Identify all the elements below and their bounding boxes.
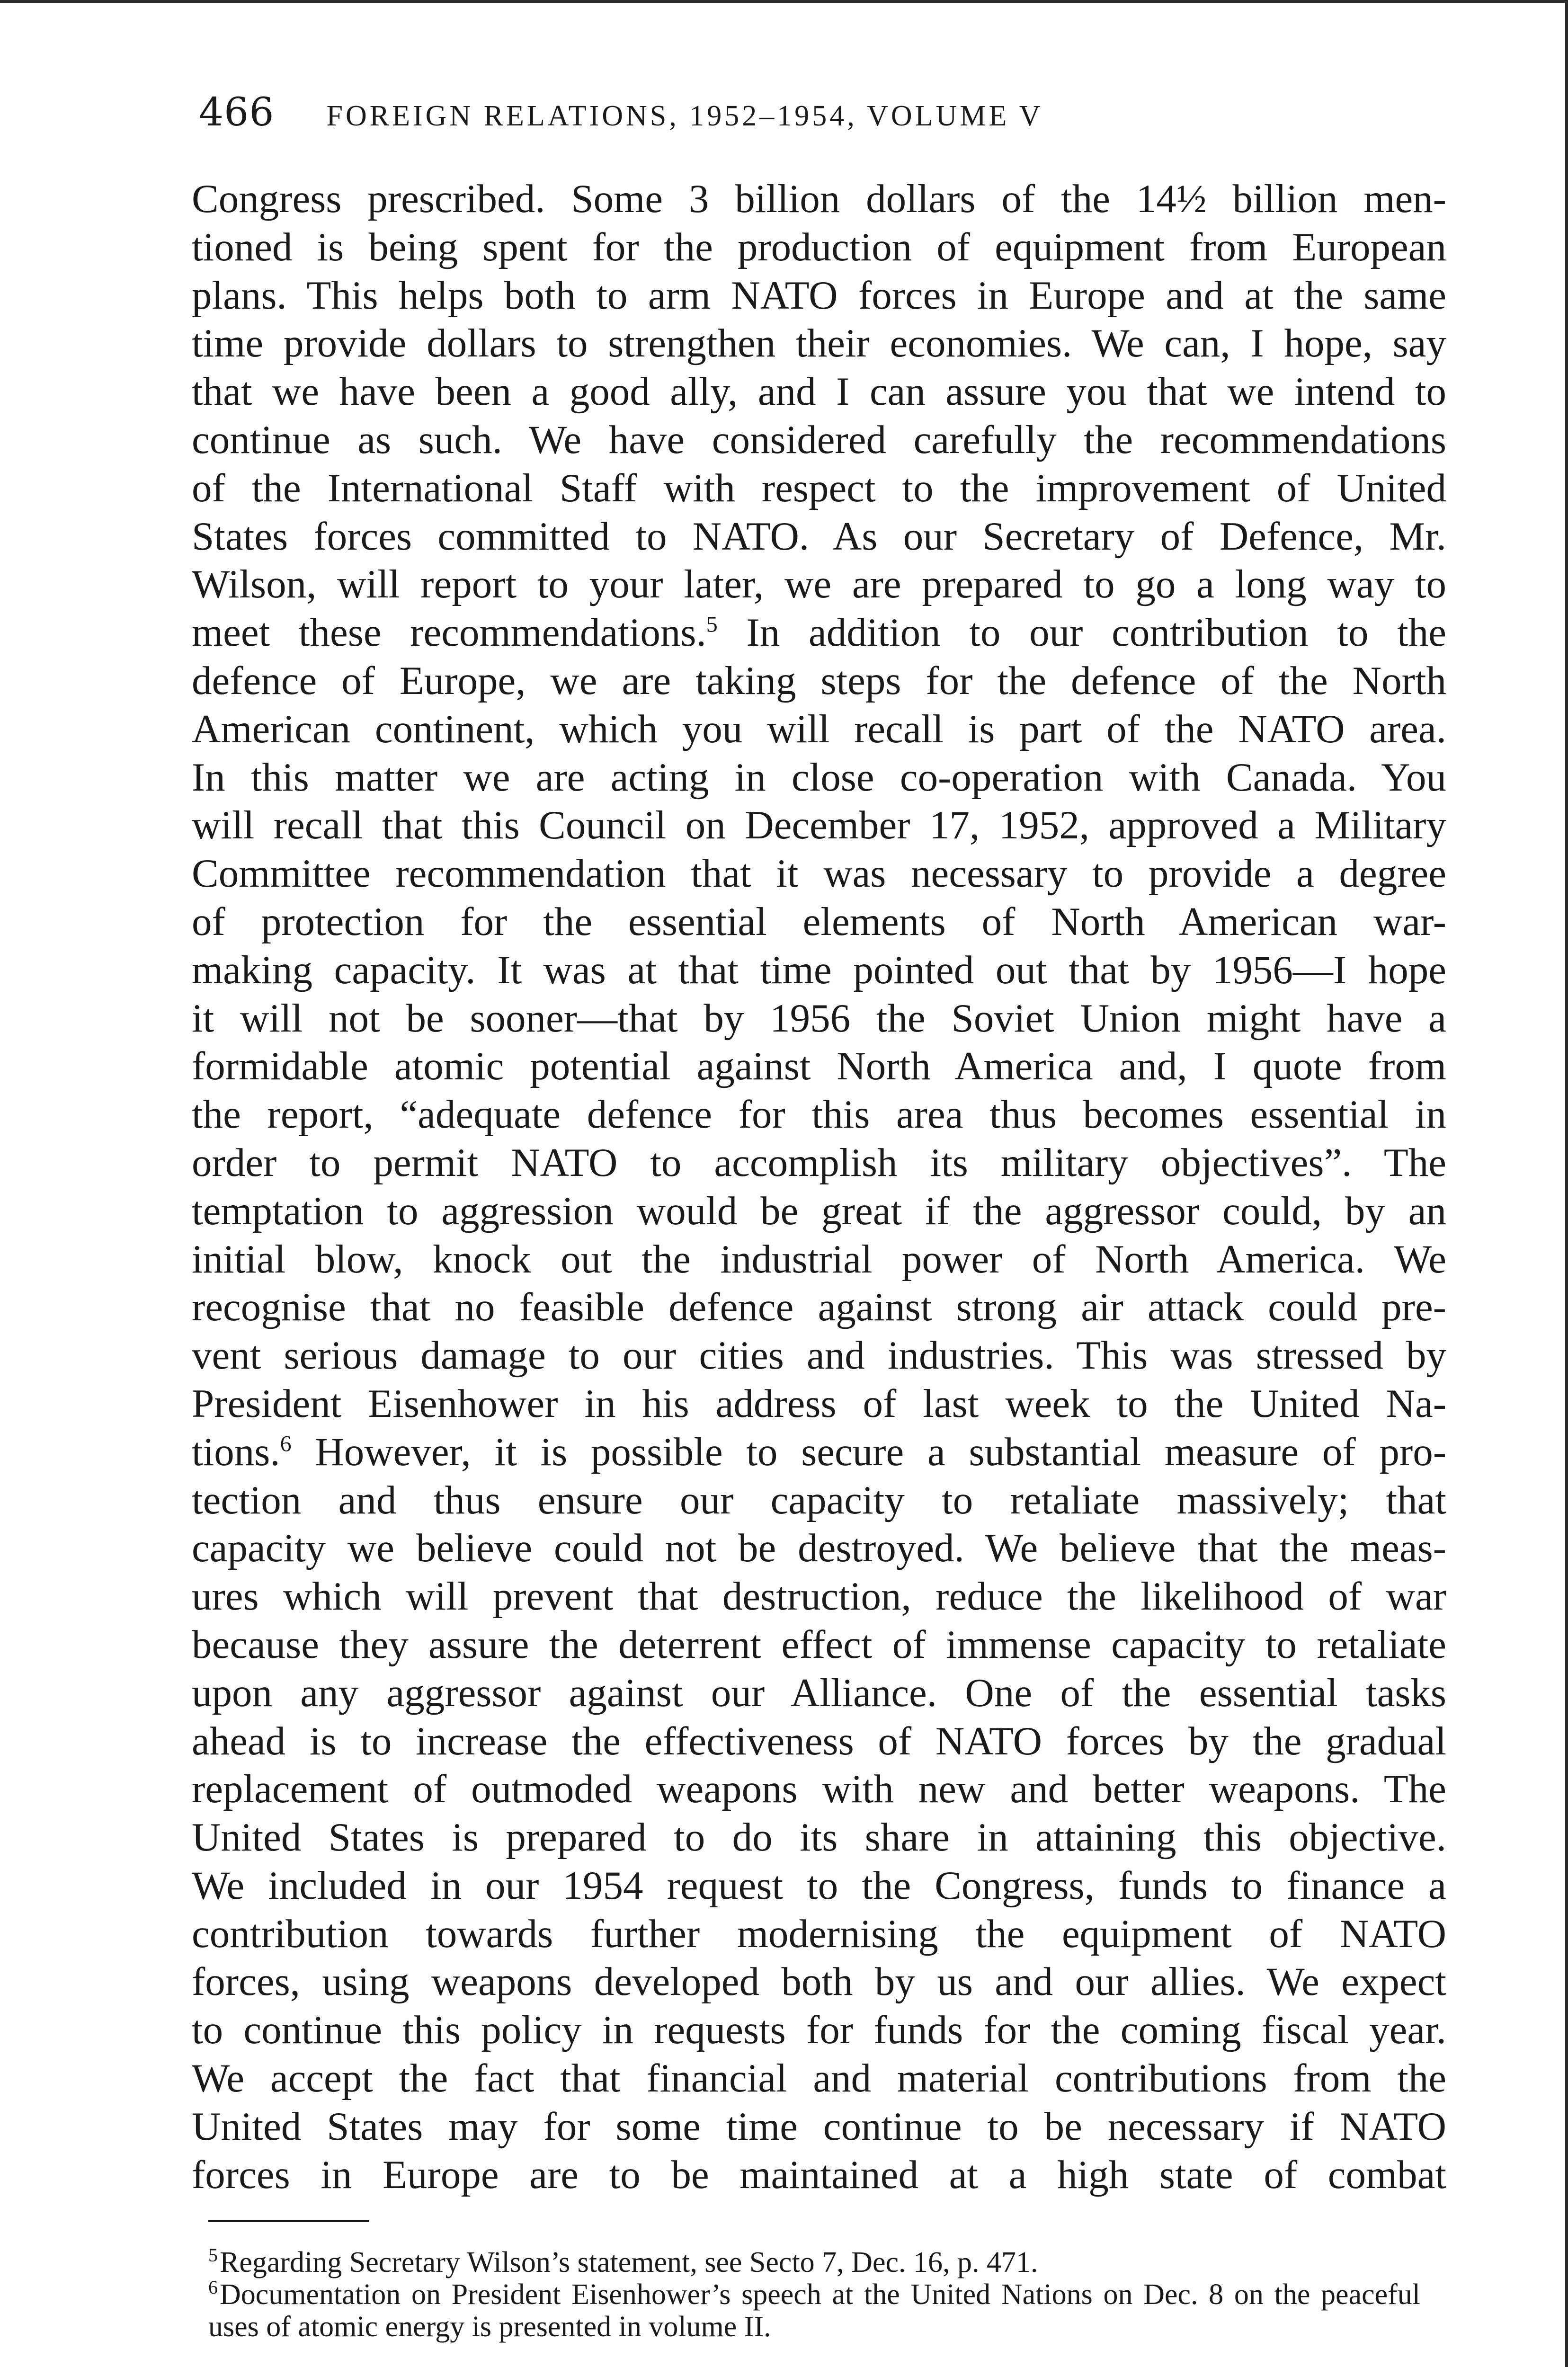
footnote-5: [208, 2246, 1420, 2278]
body-line: time provide dollars to strengthen their economies. We can, I hope, say: [192, 321, 1446, 366]
body-line: because they assure the deterrent effect of immense capacity to retaliate: [192, 1622, 1446, 1667]
body-line: Wilson, will report to your later, we are prepared to go a long way to: [192, 562, 1446, 607]
body-line: tioned is being spent for the production of equipment from European: [192, 224, 1446, 269]
body-line: it will not be sooner—that by 1956 the Soviet Union might have a: [192, 996, 1446, 1041]
body-line-head: tions.: [192, 1429, 280, 1474]
running-header: [199, 90, 1288, 142]
body-line: contribution towards further modernising the equipment of NATO: [192, 1911, 1446, 1956]
body-line: American continent, which you will recall is part of the NATO area.: [192, 706, 1446, 751]
body-line: ahead is to increase the effectiveness of NATO forces by the gradual: [192, 1718, 1446, 1763]
footnote-mark: 6: [208, 2277, 218, 2298]
body-line: forces in Europe are to be maintained at a high state of combat: [192, 2152, 1446, 2197]
body-line-tail: In addition to our contribution to the: [717, 610, 1446, 655]
body-line: upon any aggressor against our Alliance. One of the essential tasks: [192, 1670, 1446, 1715]
body-line: tection and thus ensure our capacity to retaliate massively; that: [192, 1477, 1446, 1522]
body-line: We included in our 1954 request to the Congress, funds to finance a: [192, 1863, 1446, 1908]
footnote-ref-5[interactable]: 5: [706, 612, 718, 637]
body-line: ures which will prevent that destruction, reduce the likelihood of war: [192, 1574, 1446, 1619]
footnote-mark: 5: [208, 2244, 218, 2266]
body-line: that we have been a good ally, and I can assure you that we intend to: [192, 369, 1446, 414]
page-number: 466: [199, 90, 275, 135]
body-line: formidable atomic potential against North America and, I quote from: [192, 1044, 1446, 1089]
body-line: capacity we believe could not be destroyed. We believe that the meas-: [192, 1526, 1446, 1571]
body-line-with-footnote-6: [192, 1428, 1446, 1477]
body-line-head: meet these recommendations.: [192, 610, 706, 655]
body-line: United States may for some time continue to be necessary if NATO: [192, 2104, 1446, 2149]
body-line: making capacity. It was at that time pointed out that by 1956—I hope: [192, 947, 1446, 992]
footnote-divider: [208, 2220, 369, 2222]
body-line: to continue this policy in requests for funds for the coming fiscal year.: [192, 2008, 1446, 2053]
body-line: temptation to aggression would be great if the aggressor could, by an: [192, 1188, 1446, 1233]
body-line: of the International Staff with respect to the improvement of United: [192, 465, 1446, 510]
body-line: In this matter we are acting in close co-operation with Canada. You: [192, 755, 1446, 800]
body-line-with-footnote-5: [192, 609, 1446, 657]
body-line: of protection for the essential elements of North American war-: [192, 899, 1446, 944]
body-line: vent serious damage to our cities and industries. This was stressed by: [192, 1333, 1446, 1378]
body-line: recognise that no feasible defence against strong air attack could pre-: [192, 1285, 1446, 1330]
page-right-edge: [1565, 0, 1568, 2367]
body-line: States forces committed to NATO. As our Secretary of Defence, Mr.: [192, 514, 1446, 559]
body-line: continue as such. We have considered carefully the recommendations: [192, 417, 1446, 462]
body-paragraph: [192, 175, 1446, 2199]
page-top-edge: [0, 0, 1568, 3]
footnote-6: [208, 2278, 1420, 2343]
body-line: forces, using weapons developed both by us and our allies. We expect: [192, 1959, 1446, 2004]
body-line: We accept the fact that financial and material contributions from the: [192, 2056, 1446, 2101]
body-line: President Eisenhower in his address of last week to the United Na-: [192, 1381, 1446, 1426]
body-line: the report, “adequate defence for this area thus becomes essential in: [192, 1092, 1446, 1137]
footnote-ref-6[interactable]: 6: [280, 1431, 292, 1457]
body-line: initial blow, knock out the industrial power of North America. We: [192, 1237, 1446, 1281]
body-line: defence of Europe, we are taking steps for the defence of the North: [192, 658, 1446, 703]
body-line-tail: However, it is possible to secure a substantial measure of pro-: [291, 1429, 1446, 1474]
footnote-text: Regarding Secretary Wilson’s statement, see Secto 7, Dec. 16, p. 471.: [220, 2246, 1038, 2278]
running-head-title: FOREIGN RELATIONS, 1952–1954, VOLUME V: [326, 100, 1043, 132]
body-line: order to permit NATO to accomplish its military objectives”. The: [192, 1140, 1446, 1185]
body-line: replacement of outmoded weapons with new and better weapons. The: [192, 1767, 1446, 1812]
body-line: Congress prescribed. Some 3 billion dollars of the 14½ billion men-: [192, 177, 1446, 221]
footnote-text: Documentation on President Eisenhower’s speech at the United Nations on Dec. 8 on the peaceful uses of atomic energy is presented in volume II.: [208, 2278, 1420, 2343]
footnotes: [208, 2246, 1420, 2343]
body-line: Committee recommendation that it was necessary to provide a degree: [192, 851, 1446, 896]
body-line: will recall that this Council on December 17, 1952, approved a Military: [192, 803, 1446, 848]
body-line: plans. This helps both to arm NATO forces in Europe and at the same: [192, 273, 1446, 318]
body-line: United States is prepared to do its share in attaining this objective.: [192, 1815, 1446, 1860]
